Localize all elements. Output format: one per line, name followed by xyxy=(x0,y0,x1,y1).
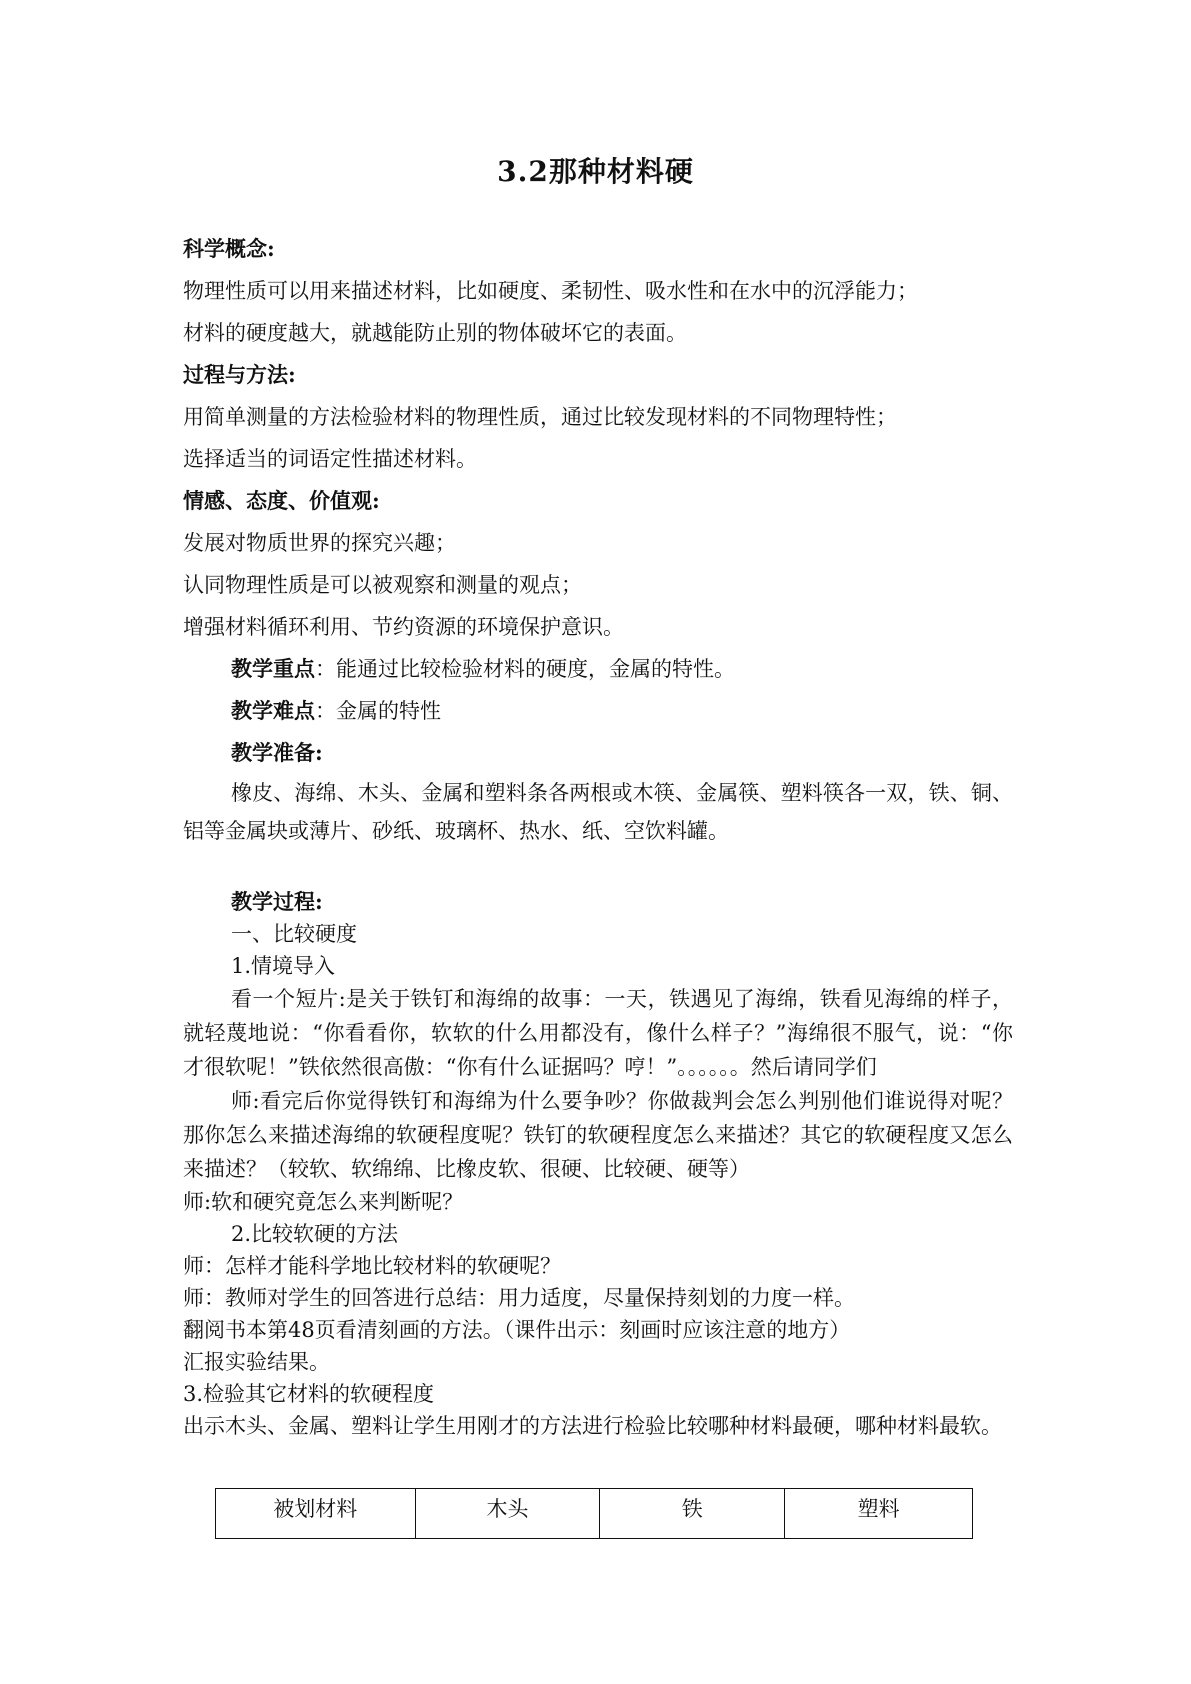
concept-line-2: 材料的硬度越大，就越能防止别的物体破坏它的表面。 xyxy=(183,321,687,345)
difficulty-label: 教学难点 xyxy=(231,698,315,723)
table-cell: 被划材料 xyxy=(216,1489,416,1539)
step-3-heading: 3.检验其它材料的软硬程度 xyxy=(183,1382,435,1406)
step-2-heading: 2.比较软硬的方法 xyxy=(231,1222,399,1246)
table-cell: 铁 xyxy=(600,1489,785,1539)
document-body xyxy=(183,228,1013,1442)
teacher-question-2: 师:软和硬究竟怎么来判断呢？ xyxy=(183,1190,464,1214)
difficulty-text: ：金属的特性 xyxy=(315,699,441,723)
key-point xyxy=(183,648,1013,690)
materials-table-wrapper xyxy=(215,1488,973,1539)
concept-heading: 科学概念: xyxy=(183,236,275,261)
teacher-line-3: 翻阅书本第48页看清刻画的方法。（课件出示：刻画时应该注意的地方） xyxy=(183,1318,851,1342)
teacher-question-paragraph: 师:看完后你觉得铁钉和海绵为什么要争吵？你做裁判会怎么判别他们谁说得对呢？那你怎么来描述海绵的软硬程度呢？铁钉的软硬程度怎么来描述？其它的软硬程度又怎么来描述？（较软、软绵绵、比橡皮软、很硬、比较硬、硬等） xyxy=(183,1089,1013,1181)
teacher-line-1: 师：怎样才能科学地比较材料的软硬呢？ xyxy=(183,1254,561,1278)
prep-heading: 教学准备: xyxy=(231,740,323,765)
method-line-2: 选择适当的词语定性描述材料。 xyxy=(183,447,477,471)
teacher-line-4: 汇报实验结果。 xyxy=(183,1350,330,1374)
emotion-line-3: 增强材料循环利用、节约资源的环境保护意识。 xyxy=(183,615,624,639)
section-gap xyxy=(183,850,1013,878)
difficulty-point xyxy=(183,690,1013,732)
teacher-line-2: 师：教师对学生的回答进行总结：用力适度，尽量保持刻划的力度一样。 xyxy=(183,1286,855,1310)
emotion-line-2: 认同物理性质是可以被观察和测量的观点； xyxy=(183,573,582,597)
method-line-1: 用简单测量的方法检验材料的物理性质，通过比较发现材料的不同物理特性； xyxy=(183,405,897,429)
concept-line-1: 物理性质可以用来描述材料，比如硬度、柔韧性、吸水性和在水中的沉浮能力； xyxy=(183,279,918,303)
method-heading: 过程与方法: xyxy=(183,362,296,387)
teacher-line-5: 出示木头、金属、塑料让学生用刚才的方法进行检验比较哪种材料最硬，哪种材料最软。 xyxy=(183,1414,1002,1438)
step-1-heading: 1.情境导入 xyxy=(231,954,336,978)
page-title: 3.2那种材料硬 xyxy=(497,155,694,188)
table-cell: 木头 xyxy=(415,1489,600,1539)
emotion-heading: 情感、态度、价值观: xyxy=(183,488,380,513)
key-point-text: ：能通过比较检验材料的硬度，金属的特性。 xyxy=(315,657,735,681)
key-point-label: 教学重点 xyxy=(231,656,315,681)
table-cell: 塑料 xyxy=(785,1489,973,1539)
emotion-line-1: 发展对物质世界的探究兴趣； xyxy=(183,531,456,555)
process-heading: 教学过程: xyxy=(231,889,323,914)
table-row xyxy=(216,1489,973,1539)
materials-table xyxy=(215,1488,973,1539)
prep-text: 橡皮、海绵、木头、金属和塑料条各两根或木筷、金属筷、塑料筷各一双，铁、铜、铝等金属块或薄片、砂纸、玻璃杯、热水、纸、空饮料罐。 xyxy=(183,781,1013,843)
story-paragraph: 看一个短片:是关于铁钉和海绵的故事：一天，铁遇见了海绵，铁看见海绵的样子，就轻蔑地说：“你看看你，软软的什么用都没有，像什么样子？”海绵很不服气，说：“你才很软呢！”铁依然很高傲：“你有什么证据吗？哼！”。。。。。。然后请同学们 xyxy=(183,987,1013,1079)
section-1-heading: 一、比较硬度 xyxy=(231,922,357,946)
